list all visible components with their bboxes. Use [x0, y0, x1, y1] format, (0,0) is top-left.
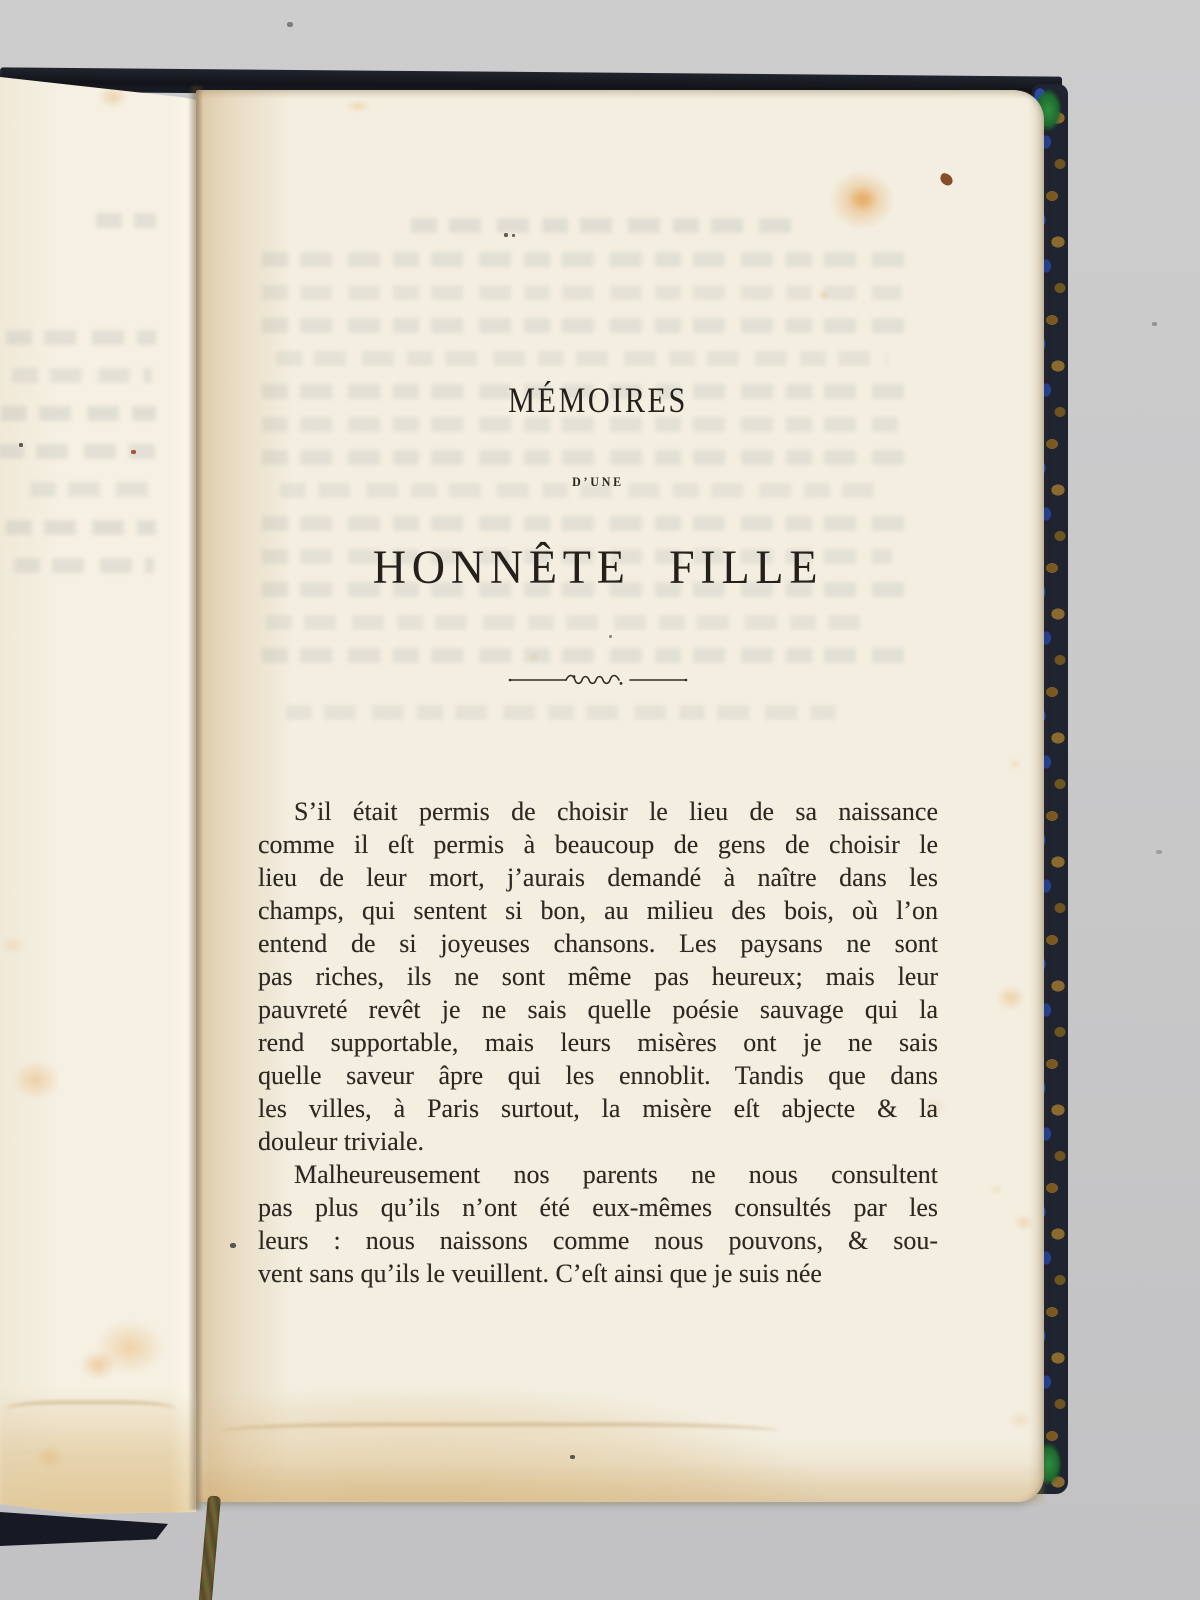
- ghost-text-line: [262, 648, 910, 663]
- text-line: vent sans qu’ils le veuillent. C’eſt ainsi que je suis née: [258, 1259, 822, 1288]
- ghost-text-line: [266, 615, 876, 630]
- ink-speck: [504, 233, 508, 237]
- text-line: quelle saveur âpre qui les ennoblit. Tandis que dans: [258, 1061, 938, 1090]
- divider-ornament-icon: [258, 672, 938, 693]
- page-title: MÉMOIRES: [508, 380, 688, 420]
- text-line: leurs : nous naissons comme nous pouvons, & sou-: [258, 1226, 938, 1255]
- foxing-spot: [12, 1060, 60, 1100]
- ghost-text-line: [1, 406, 156, 421]
- dust-fleck: [1152, 322, 1157, 326]
- ghost-text-line: [262, 450, 910, 465]
- foxing-spot: [1008, 758, 1022, 770]
- ink-speck: [19, 443, 23, 447]
- text-line: Malheureusement nos parents ne nous consultent: [294, 1160, 938, 1189]
- ghost-text-line: [6, 330, 156, 345]
- text-line: entend de si joyeuses chansons. Les paysans ne sont: [258, 929, 938, 958]
- text-line: douleur triviale.: [258, 1127, 425, 1156]
- ghost-text-line: [30, 482, 150, 497]
- bookmark-ribbon: [198, 1495, 221, 1600]
- foxing-spot: [35, 1445, 65, 1469]
- foxing-spot: [80, 1350, 116, 1380]
- half-title-page: [196, 90, 1044, 1502]
- ghost-text-line: [411, 218, 801, 233]
- ghost-text-line: [6, 520, 156, 535]
- text-line: S’il était permis de choisir le lieu de sa naissance: [294, 797, 938, 826]
- foxing-spot: [996, 985, 1026, 1011]
- ghost-text-line: [262, 285, 902, 300]
- text-line: pauvreté revêt je ne sais quelle poésie sauvage qui la: [258, 995, 938, 1024]
- body-text: [258, 795, 938, 1290]
- foxing-spot: [0, 935, 26, 955]
- foxing-spot: [530, 653, 538, 661]
- text-line: champs, qui sentent si bon, au milieu des bois, où l’on: [258, 896, 938, 925]
- water-stain-tide-line: [6, 1401, 176, 1418]
- page-subtitle: D’UNE: [572, 474, 624, 489]
- ghost-text-line: [286, 705, 846, 720]
- ghost-text-line: [262, 252, 910, 267]
- ghost-text-line: [96, 213, 156, 228]
- ghost-text-line: [12, 368, 152, 383]
- text-line: rend supportable, mais leurs misères ont je ne sais: [258, 1028, 938, 1057]
- foxing-spot: [848, 186, 878, 212]
- ink-speck: [570, 1455, 575, 1459]
- ghost-text-line: [276, 351, 888, 366]
- gutter-crease: [188, 86, 202, 1510]
- facing-page-edge: [0, 74, 196, 1514]
- text-line: les villes, à Paris surtout, la misère eſt abjecte & la: [258, 1094, 938, 1123]
- ghost-text-line: [14, 558, 154, 573]
- foxing-spot: [345, 100, 371, 112]
- ink-speck: [609, 635, 612, 638]
- ghost-text-line: [262, 318, 910, 333]
- page-title-second-line: HONNÊTE FILLE: [372, 541, 824, 594]
- book-cover-bottom-edge: [0, 1512, 168, 1546]
- rust-speck: [939, 172, 955, 187]
- foxing-spot: [1008, 1410, 1032, 1430]
- water-stain-tide-line: [220, 1423, 780, 1440]
- foxing-spot: [990, 1184, 1003, 1195]
- dust-fleck: [287, 22, 293, 27]
- foxing-spot: [1014, 1214, 1034, 1231]
- text-line: comme il eſt permis à beaucoup de gens de choisir le: [258, 830, 938, 859]
- ink-speck: [230, 1243, 236, 1248]
- ink-speck: [512, 234, 515, 237]
- foxing-spot: [818, 290, 829, 300]
- dust-fleck: [1156, 850, 1162, 854]
- ghost-text-line: [262, 516, 910, 531]
- text-line: pas riches, ils ne sont même pas heureux; mais leur: [258, 962, 938, 991]
- text-line: lieu de leur mort, j’aurais demandé à naître dans les: [258, 863, 938, 892]
- rust-speck: [131, 450, 136, 454]
- water-stain: [196, 1462, 1044, 1502]
- text-line: pas plus qu’ils n’ont été eux-mêmes consultés par les: [258, 1193, 938, 1222]
